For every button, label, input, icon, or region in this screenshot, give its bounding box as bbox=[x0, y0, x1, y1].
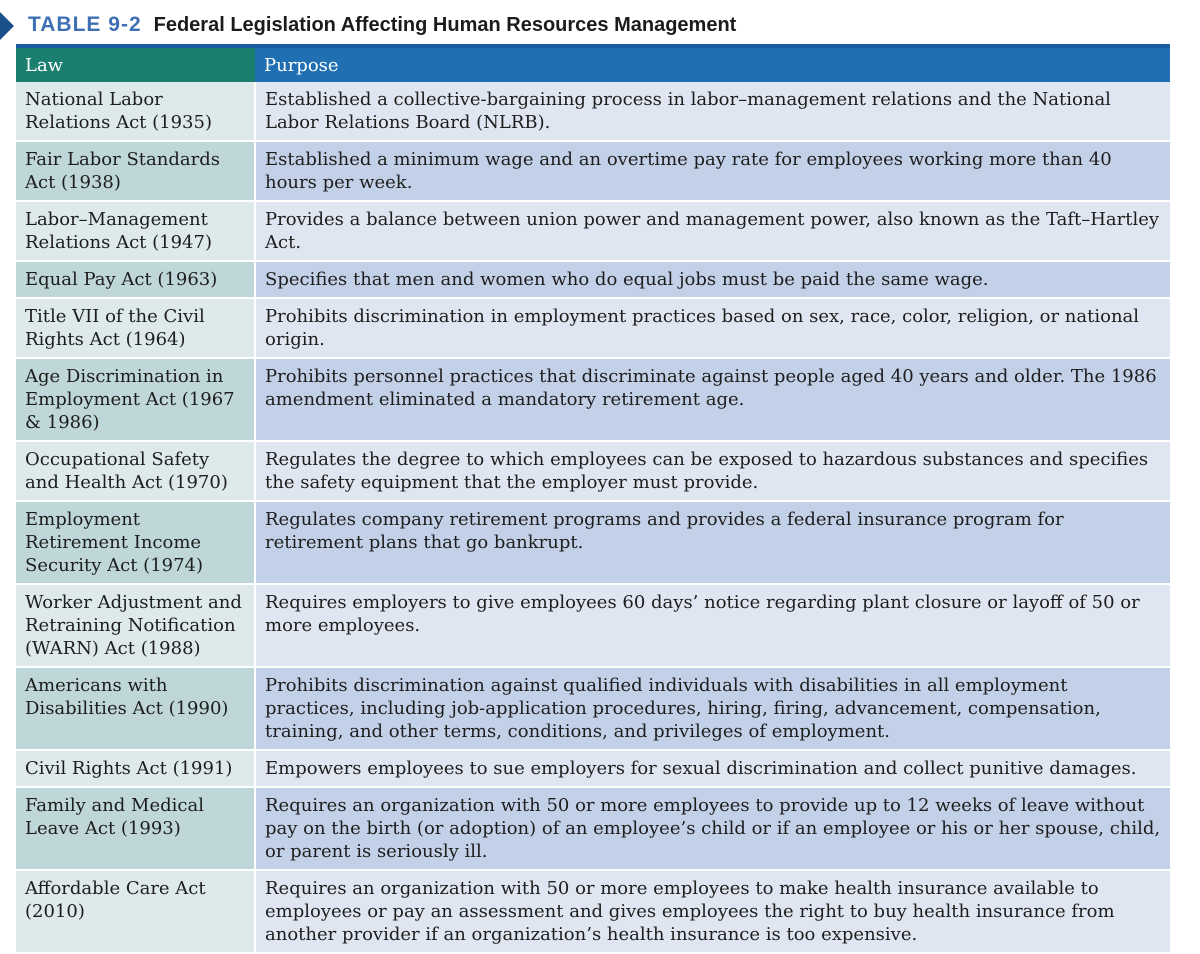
table-row bbox=[16, 501, 1170, 584]
column-header-purpose: Purpose bbox=[255, 46, 1170, 82]
legislation-table-figure bbox=[16, 6, 1170, 954]
table-row bbox=[16, 358, 1170, 441]
table-row bbox=[16, 298, 1170, 358]
purpose-cell: Empowers employees to sue employers for sexual discrimination and collect punitive damages. bbox=[255, 750, 1170, 787]
law-cell: National Labor Relations Act (1935) bbox=[16, 82, 255, 141]
purpose-cell: Requires employers to give employees 60 days’ notice regarding plant closure or layoff of 50 or more employees. bbox=[255, 584, 1170, 667]
law-cell: Labor–Management Relations Act (1947) bbox=[16, 201, 255, 261]
table-row bbox=[16, 261, 1170, 298]
law-cell: Employment Retirement Income Security Act (1974) bbox=[16, 501, 255, 584]
title-arrow-icon bbox=[0, 12, 14, 40]
law-cell: Worker Adjustment and Retraining Notification (WARN) Act (1988) bbox=[16, 584, 255, 667]
purpose-cell: Specifies that men and women who do equal jobs must be paid the same wage. bbox=[255, 261, 1170, 298]
legislation-table bbox=[16, 44, 1170, 954]
law-cell: Occupational Safety and Health Act (1970) bbox=[16, 441, 255, 501]
law-cell: Family and Medical Leave Act (1993) bbox=[16, 787, 255, 870]
table-row bbox=[16, 201, 1170, 261]
table-body bbox=[16, 82, 1170, 953]
table-row bbox=[16, 750, 1170, 787]
table-row bbox=[16, 584, 1170, 667]
table-title-bar bbox=[16, 6, 1170, 44]
law-cell: Title VII of the Civil Rights Act (1964) bbox=[16, 298, 255, 358]
purpose-cell: Regulates company retirement programs and provides a federal insurance program for retirement plans that go bankrupt. bbox=[255, 501, 1170, 584]
table-row bbox=[16, 141, 1170, 201]
column-header-law: Law bbox=[16, 46, 255, 82]
table-row bbox=[16, 667, 1170, 750]
purpose-cell: Prohibits discrimination in employment practices based on sex, race, color, religion, or national origin. bbox=[255, 298, 1170, 358]
table-row bbox=[16, 441, 1170, 501]
table-header-row bbox=[16, 46, 1170, 82]
purpose-cell: Prohibits personnel practices that discriminate against people aged 40 years and older. The 1986 amendment eliminated a mandatory retirement age. bbox=[255, 358, 1170, 441]
table-row bbox=[16, 82, 1170, 141]
purpose-cell: Requires an organization with 50 or more employees to make health insurance available to employees or pay an assessment and gives employees the right to buy health insurance from another provider if an organization’s health insurance is too expensive. bbox=[255, 870, 1170, 953]
law-cell: Equal Pay Act (1963) bbox=[16, 261, 255, 298]
law-cell: Fair Labor Standards Act (1938) bbox=[16, 141, 255, 201]
law-cell: Age Discrimination in Employment Act (1967 & 1986) bbox=[16, 358, 255, 441]
law-cell: Civil Rights Act (1991) bbox=[16, 750, 255, 787]
purpose-cell: Prohibits discrimination against qualified individuals with disabilities in all employment practices, including job-application procedures, hiring, firing, advancement, compensation, training, and other terms, conditions, and privileges of employment. bbox=[255, 667, 1170, 750]
table-row bbox=[16, 870, 1170, 953]
purpose-cell: Established a collective-bargaining process in labor–management relations and the National Labor Relations Board (NLRB). bbox=[255, 82, 1170, 141]
table-title: Federal Legislation Affecting Human Resources Management bbox=[153, 13, 737, 36]
table-number-label: TABLE 9-2 bbox=[28, 13, 142, 36]
purpose-cell: Regulates the degree to which employees can be exposed to hazardous substances and specifies the safety equipment that the employer must provide. bbox=[255, 441, 1170, 501]
purpose-cell: Requires an organization with 50 or more employees to provide up to 12 weeks of leave without pay on the birth (or adoption) of an employee’s child or if an employee or his or her spouse, child, or parent is seriously ill. bbox=[255, 787, 1170, 870]
purpose-cell: Established a minimum wage and an overtime pay rate for employees working more than 40 hours per week. bbox=[255, 141, 1170, 201]
purpose-cell: Provides a balance between union power and management power, also known as the Taft–Hartley Act. bbox=[255, 201, 1170, 261]
table-row bbox=[16, 787, 1170, 870]
law-cell: Affordable Care Act (2010) bbox=[16, 870, 255, 953]
law-cell: Americans with Disabilities Act (1990) bbox=[16, 667, 255, 750]
